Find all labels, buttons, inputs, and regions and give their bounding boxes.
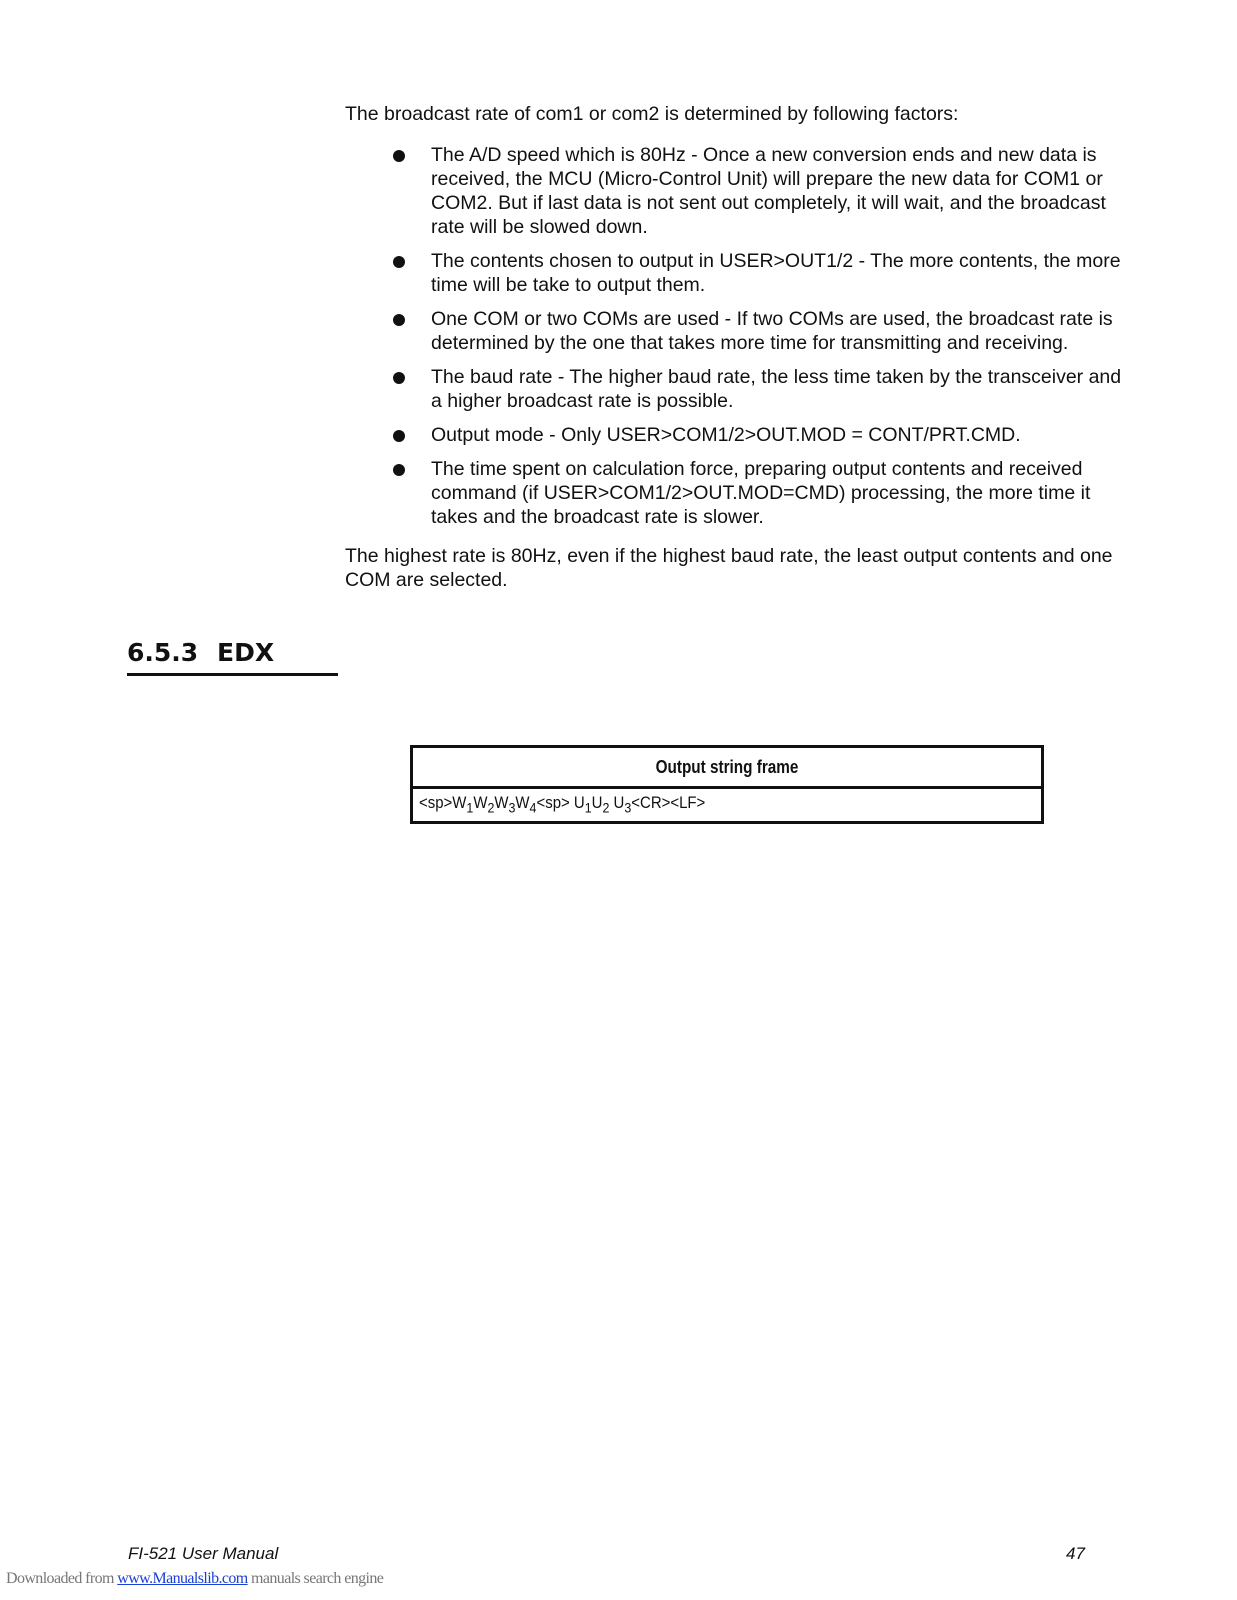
bullet-icon [393, 464, 405, 476]
bullet-icon [393, 430, 405, 442]
list-item [392, 307, 1122, 355]
bullet-icon [393, 372, 405, 384]
output-frame-table [410, 745, 1044, 824]
list-item-text: The baud rate - The higher baud rate, the less time taken by the transceiver and a higher broadcast rate is possible. [431, 366, 1122, 412]
list-item [392, 457, 1122, 529]
footer-manual-title: FI-521 User Manual [128, 1544, 279, 1563]
list-item-text: Output mode - Only USER>COM1/2>OUT.MOD = CONT/PRT.CMD. [431, 424, 1021, 446]
list-item-text: One COM or two COMs are used - If two COMs are used, the broadcast rate is determined by the one that takes more time for transmitting and receiving. [431, 308, 1113, 354]
bullet-icon [393, 256, 405, 268]
list-item [392, 365, 1122, 413]
closing-paragraph: The highest rate is 80Hz, even if the highest baud rate, the least output contents and one COM are selected. [345, 545, 1113, 591]
list-item-text: The time spent on calculation force, preparing output contents and received command (if USER>COM1/2>OUT.MOD=CMD) processing, the more time it takes and the broadcast rate is slower. [431, 458, 1091, 528]
bullet-icon [393, 150, 405, 162]
table-header-row [412, 747, 1043, 788]
list-item-text: The A/D speed which is 80Hz - Once a new conversion ends and new data is received, the MCU (Micro-Control Unit) will prepare the new data for COM1 or COM2. But if last data is not sent out completely, it will wait, and the broadcast rate will be slowed down. [431, 144, 1106, 238]
footer-page-number: 47 [1066, 1544, 1085, 1563]
section-number: 6.5.3 [127, 638, 199, 667]
list-item [392, 249, 1122, 297]
manualslib-link[interactable]: www.Manualslib.com [117, 1570, 248, 1587]
frame-format: $<sp>W_1W_2W_3W_4<sp> U_1U_2$ $U_3<CR><LF>$ [419, 793, 706, 817]
section-heading [127, 638, 338, 676]
table-cell-frame [412, 788, 1043, 823]
table-row [412, 788, 1043, 823]
list-item [392, 423, 1122, 447]
table-header: Output string frame [412, 747, 1043, 788]
list-item [392, 143, 1122, 239]
bullet-icon [393, 314, 405, 326]
download-notice: Downloaded from www.Manualslib.com manuals search engine [6, 1570, 384, 1587]
factor-list [392, 143, 1122, 539]
list-item-text: The contents chosen to output in USER>OUT1/2 - The more contents, the more time will be take to output them. [431, 250, 1121, 296]
intro-paragraph: The broadcast rate of com1 or com2 is determined by following factors: [345, 103, 959, 125]
section-title: EDX [217, 638, 275, 667]
